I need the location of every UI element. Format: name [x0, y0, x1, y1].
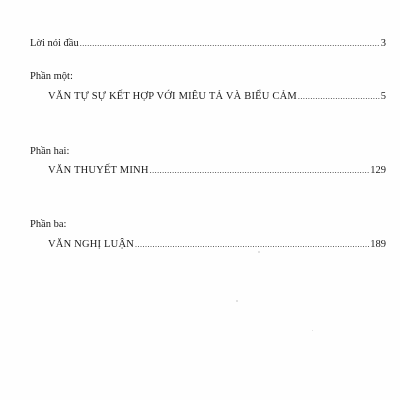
dot-leader	[150, 165, 370, 177]
toc-entry-preface	[30, 38, 386, 50]
part-label: Phần một:	[30, 71, 73, 82]
toc-entry-title: Lời nói đầu	[30, 38, 79, 49]
toc-entry-title: VĂN THUYẾT MINH	[48, 165, 149, 176]
scan-speck	[258, 251, 260, 253]
toc-entry-title: VĂN TỰ SỰ KẾT HỢP VỚI MIÊU TẢ VÀ BIỂU CẢM	[48, 91, 297, 102]
toc-entry-page: 129	[370, 165, 386, 176]
scan-speck	[312, 330, 313, 331]
dot-leader	[80, 38, 380, 50]
toc-entry-page: 189	[370, 239, 386, 250]
part-label: Phần ba:	[30, 219, 67, 230]
toc-entry-page: 5	[380, 91, 386, 102]
part-label: Phần hai:	[30, 146, 70, 157]
toc-entry-part-3	[48, 239, 386, 251]
toc-entry-part-2	[48, 165, 386, 177]
dot-leader	[298, 91, 380, 103]
toc-entry-title: VĂN NGHỊ LUẬN	[48, 239, 135, 250]
toc-entry-page: 3	[380, 38, 386, 49]
toc-entry-part-1	[48, 91, 386, 103]
scan-speck	[236, 300, 238, 302]
dot-leader	[135, 239, 369, 251]
